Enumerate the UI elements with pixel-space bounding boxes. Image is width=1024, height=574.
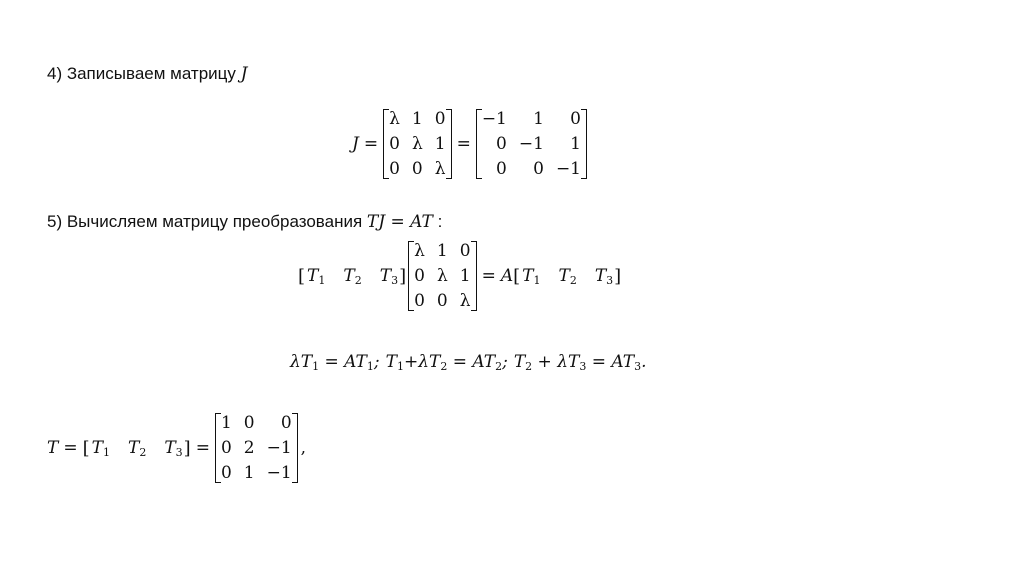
t-row-rhs-t1 <box>522 266 540 287</box>
eq-t-rhs-prefix: A <box>500 266 514 286</box>
result-row-t3 <box>164 438 182 459</box>
jordan-matrix-cell: λ <box>459 291 471 311</box>
j-symbolic-matrix-cell: 1 <box>434 134 446 154</box>
result-matrix-cell: 1 <box>220 413 232 433</box>
system-eq-3-end: . <box>641 352 647 372</box>
t-row-t1-subscript: 1 <box>318 273 326 287</box>
j-symbolic-matrix-cell: 1 <box>411 109 423 129</box>
j-numeric-matrix-cell: 1 <box>570 134 581 154</box>
jordan-matrix-cell: λ <box>436 266 448 286</box>
t-row-rhs-t2 <box>558 266 576 287</box>
result-row-close-bracket: ] <box>183 437 191 459</box>
system-eq-2-base2: T <box>428 352 441 372</box>
system-eq-3-base: T <box>513 352 526 372</box>
j-symbolic-matrix <box>383 108 451 180</box>
system-eq-3-mid2: = A <box>586 352 623 372</box>
t-row-t2-base: T <box>343 265 355 286</box>
system-equation-2 <box>386 352 508 373</box>
jordan-matrix-cell: 0 <box>414 266 425 286</box>
t-row-t2 <box>343 266 361 287</box>
jordan-matrix-cell: 0 <box>436 291 448 311</box>
jordan-matrix-cell: 1 <box>459 266 471 286</box>
result-matrix-cell: 2 <box>243 438 255 458</box>
eq-j-equals-2: = <box>456 134 471 154</box>
system-eq-3-base2: T <box>567 352 580 372</box>
result-row-vector <box>83 438 191 459</box>
result-row-t1-subscript: 1 <box>102 445 110 459</box>
t-row-rhs-close-bracket: ] <box>614 265 622 287</box>
j-symbolic-matrix-cell: λ <box>411 134 423 154</box>
step4-text: 4) Записываем матрицу <box>47 64 236 83</box>
t-row-rhs-t3-subscript: 3 <box>606 273 614 287</box>
j-numeric-matrix-cell: 0 <box>570 109 581 129</box>
equation-system <box>290 352 652 373</box>
jordan-matrix-cell: 0 <box>459 241 471 261</box>
j-numeric-matrix-cell: −1 <box>555 159 581 179</box>
j-numeric-matrix-cell: −1 <box>481 109 507 129</box>
j-numeric-matrix-cell: 0 <box>496 134 507 154</box>
t-row-vector <box>298 266 406 287</box>
system-eq-2-sub3: 2 <box>495 360 503 373</box>
system-eq-2-sub: 1 <box>396 360 404 373</box>
system-eq-3-sub: 2 <box>525 360 533 373</box>
j-numeric-matrix-cell: 0 <box>533 159 544 179</box>
j-symbolic-matrix-cell: λ <box>434 159 446 179</box>
system-eq-3-sub2: 3 <box>579 360 587 373</box>
system-eq-3-mid: + λ <box>532 352 568 372</box>
t-row-t3-subscript: 3 <box>391 273 399 287</box>
t-row-rhs-t2-subscript: 2 <box>569 273 577 287</box>
result-row-t3-base: T <box>164 437 176 458</box>
system-eq-3-base3: T <box>622 352 635 372</box>
step5-heading <box>47 212 442 232</box>
t-row-close-bracket: ] <box>399 265 407 287</box>
system-eq-1-sub: 1 <box>312 360 320 373</box>
system-equation-1 <box>290 352 380 373</box>
system-eq-2-base3: T <box>483 352 496 372</box>
t-row-t1 <box>307 266 325 287</box>
system-eq-1-mid: = A <box>319 352 356 372</box>
system-eq-1-sub2: 1 <box>366 360 374 373</box>
system-eq-1-pre: λ <box>290 352 301 372</box>
t-row-vector-rhs <box>513 266 621 287</box>
system-eq-3-sub3: 3 <box>634 360 642 373</box>
result-matrix-cell: 0 <box>243 413 255 433</box>
jordan-matrix <box>408 240 476 312</box>
t-row-rhs-t3 <box>595 266 613 287</box>
result-matrix-cell: 0 <box>280 413 292 433</box>
result-row-t1-base: T <box>91 437 103 458</box>
t-row-t3-base: T <box>379 265 392 286</box>
result-row-t2-subscript: 2 <box>139 445 147 459</box>
eq-result-equals-2: = <box>195 438 210 458</box>
system-eq-2-sub2: 2 <box>440 360 448 373</box>
t-row-rhs-t3-base: T <box>594 265 607 286</box>
step4-var: J <box>240 64 248 84</box>
system-eq-1-end: ; <box>373 352 380 372</box>
j-numeric-matrix-cell: −1 <box>518 134 544 154</box>
result-matrix-cell: −1 <box>266 463 292 483</box>
result-row-t2-base: T <box>127 437 140 458</box>
system-eq-1-base: T <box>300 352 313 372</box>
result-matrix-cell: 0 <box>220 463 232 483</box>
t-row-rhs-t2-base: T <box>558 265 570 286</box>
j-numeric-matrix-cell: 1 <box>533 109 544 129</box>
result-matrix-cell: 0 <box>220 438 232 458</box>
eq-j-lhs: J <box>352 134 359 154</box>
eq-t-equals: = <box>481 266 496 286</box>
jordan-matrix-cell: λ <box>414 241 425 261</box>
step5-formula: TJ = AT <box>366 212 433 232</box>
j-symbolic-matrix-cell: λ <box>389 109 400 129</box>
system-eq-2-mid2: = A <box>447 352 484 372</box>
eq-j-equals-1: = <box>363 134 379 154</box>
j-symbolic-matrix-cell: 0 <box>411 159 423 179</box>
result-row-open-bracket: [ <box>82 437 90 459</box>
result-matrix-cell: −1 <box>266 438 292 458</box>
system-eq-2-base: T <box>385 352 397 372</box>
result-matrix <box>215 412 298 484</box>
eq-result-lhs: T <box>47 438 59 458</box>
t-row-t1-base: T <box>307 265 319 286</box>
t-row-t3 <box>380 266 398 287</box>
t-row-rhs-t1-base: T <box>522 265 534 286</box>
result-row-t1 <box>92 438 110 459</box>
j-numeric-matrix <box>476 108 587 180</box>
system-eq-2-mid: +λ <box>403 352 429 372</box>
jordan-matrix-cell: 0 <box>414 291 425 311</box>
system-eq-2-end: ; <box>502 352 508 372</box>
j-numeric-matrix-cell: 0 <box>496 159 507 179</box>
system-eq-1-base2: T <box>355 352 367 372</box>
j-symbolic-matrix-cell: 0 <box>389 159 400 179</box>
step4-heading <box>47 64 247 84</box>
step5-colon: : <box>437 212 443 231</box>
t-row-open-bracket: [ <box>298 265 306 287</box>
t-row-rhs-open-bracket: [ <box>513 265 521 287</box>
equation-result <box>47 412 306 484</box>
step5-text: 5) Вычисляем матрицу преобразования <box>47 212 363 231</box>
j-symbolic-matrix-cell: 0 <box>434 109 446 129</box>
equation-tj-at <box>298 240 621 312</box>
t-row-rhs-t1-subscript: 1 <box>533 273 541 287</box>
result-row-t3-subscript: 3 <box>175 445 183 459</box>
jordan-matrix-cell: 1 <box>436 241 448 261</box>
j-symbolic-matrix-cell: 0 <box>389 134 400 154</box>
result-row-t2 <box>128 438 146 459</box>
t-row-t2-subscript: 2 <box>354 273 362 287</box>
eq-result-trail: , <box>300 438 307 458</box>
equation-j <box>352 108 587 180</box>
system-equation-3 <box>514 352 647 373</box>
result-matrix-cell: 1 <box>243 463 255 483</box>
eq-result-equals-1: = <box>63 438 78 458</box>
